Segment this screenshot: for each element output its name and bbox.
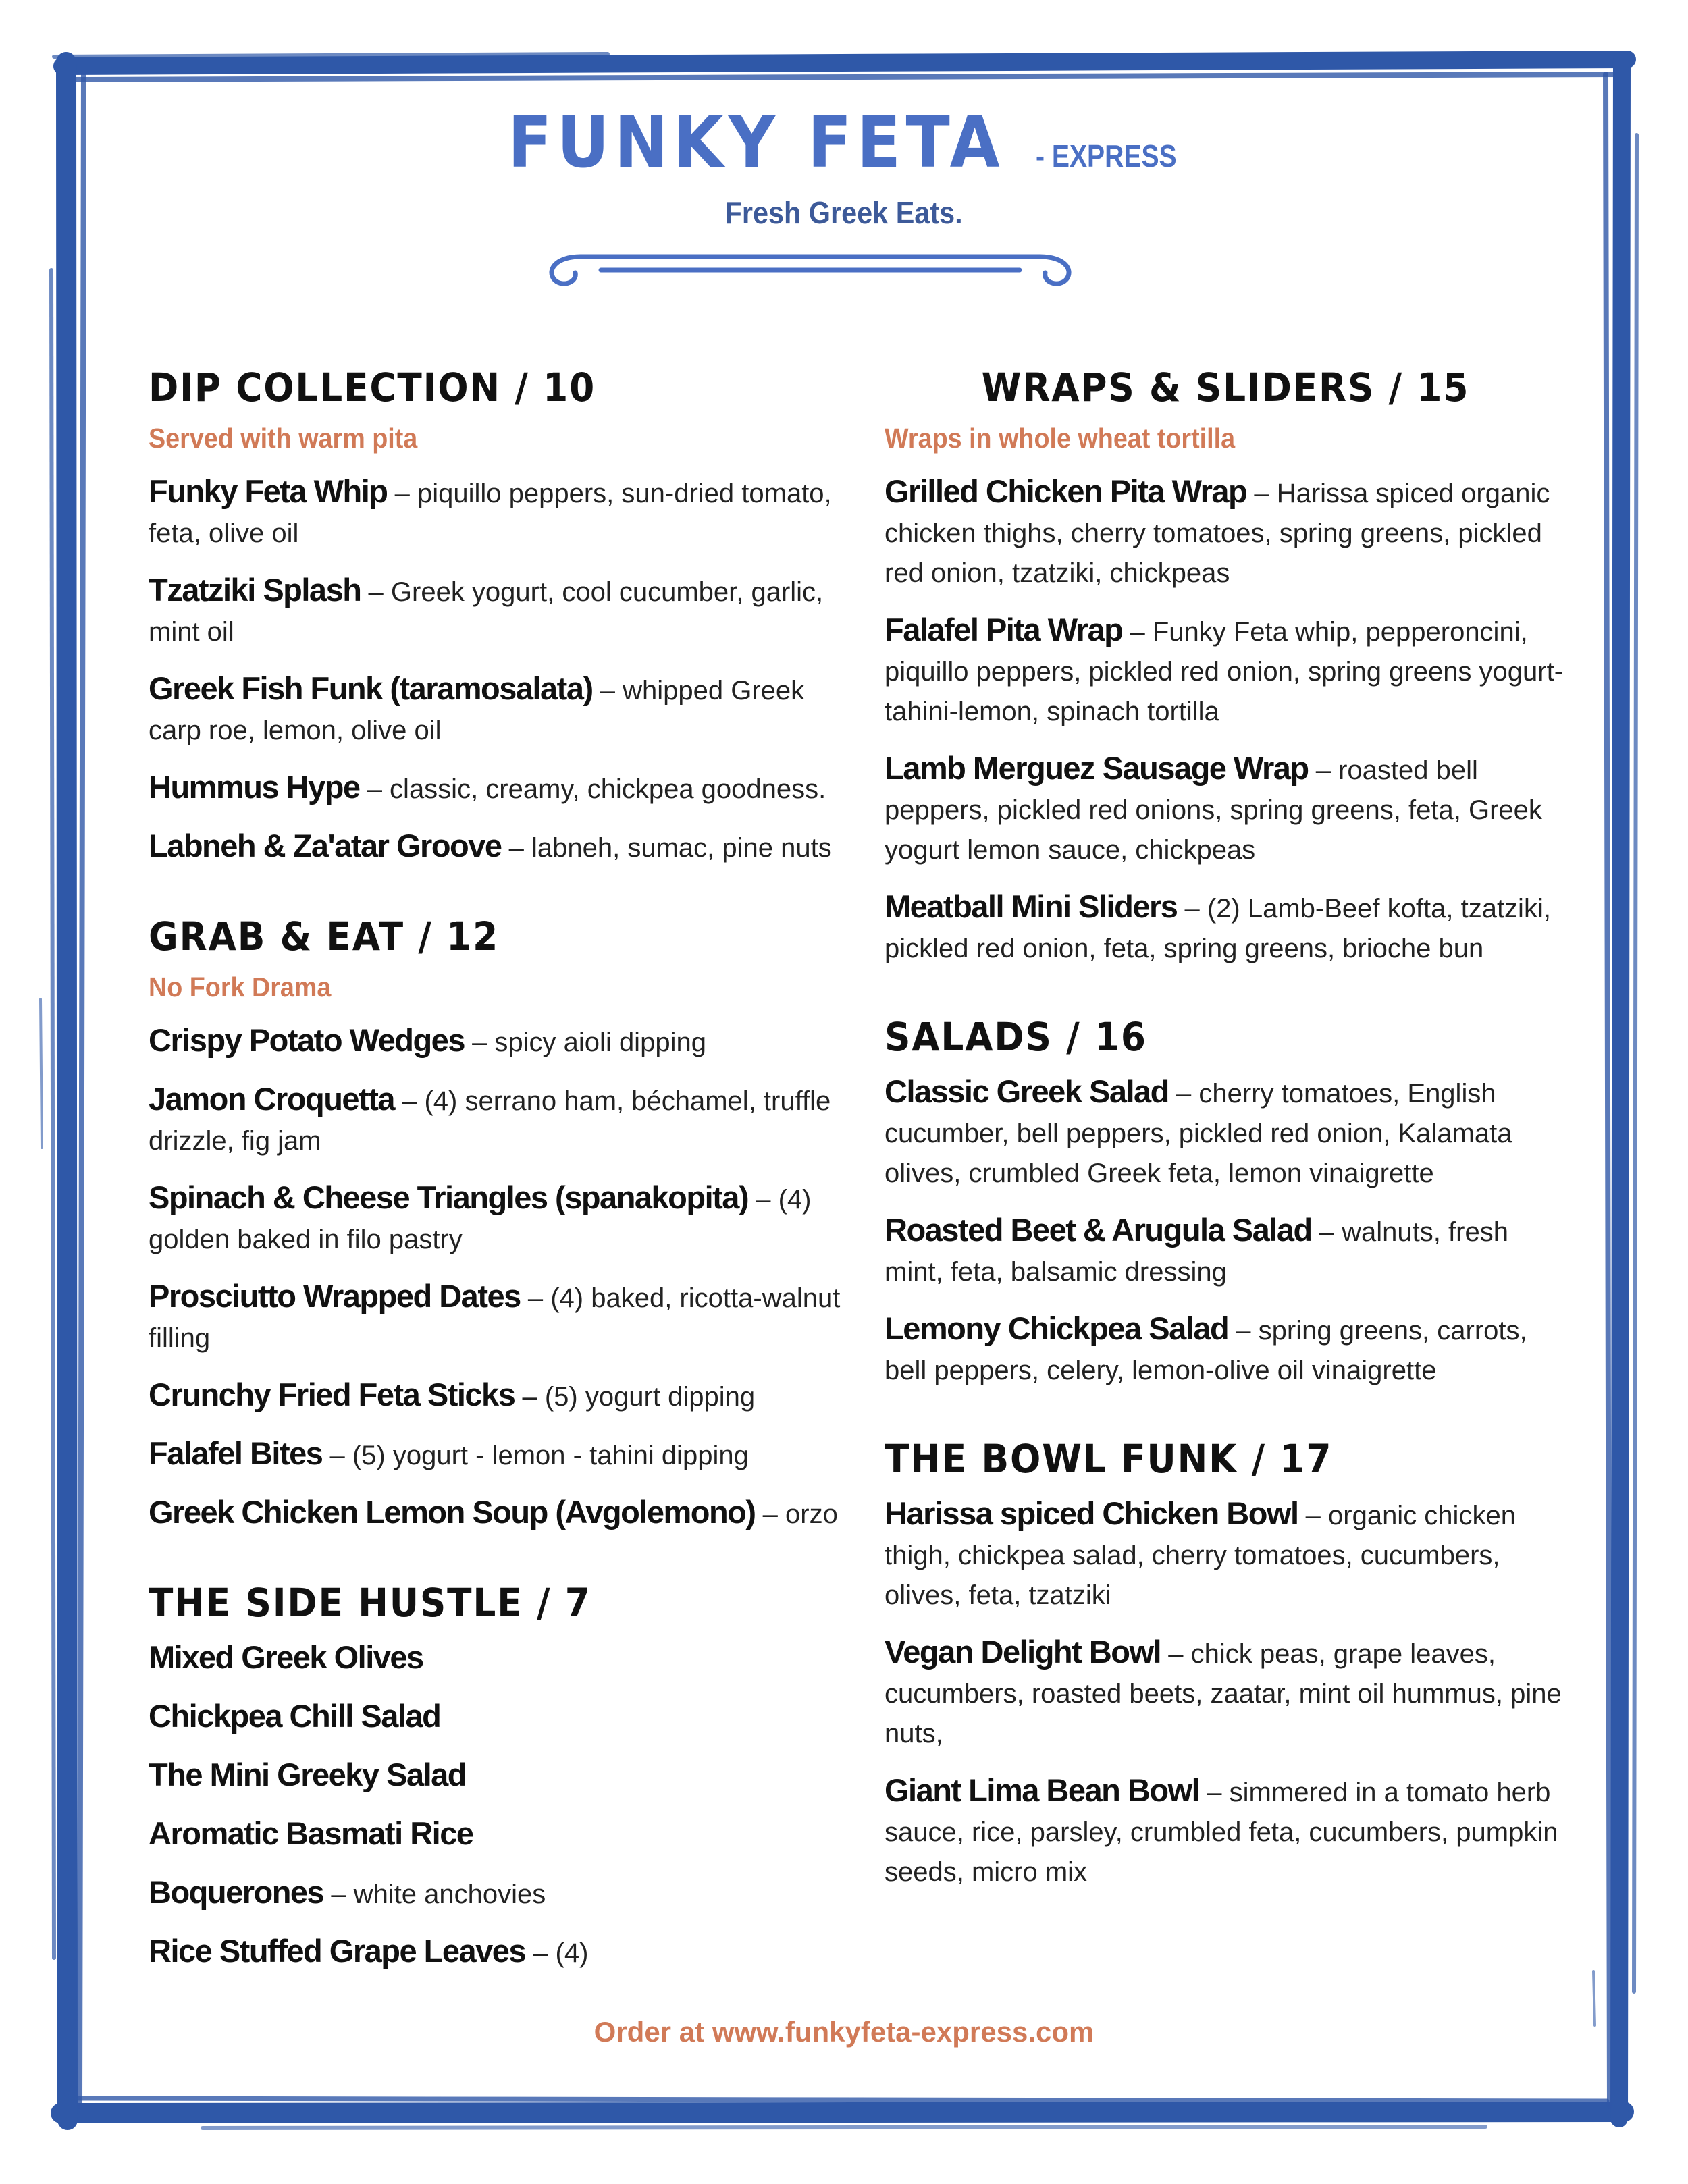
- menu-item-name: Prosciutto Wrapped Dates: [149, 1278, 521, 1314]
- menu-item-desc: – (4) serrano ham, béchamel, truffle drizzle, fig jam: [149, 1086, 831, 1156]
- menu-item: [149, 1638, 851, 1679]
- menu-item: [885, 472, 1566, 593]
- menu-item-name: Jamon Croquetta: [149, 1081, 394, 1117]
- menu-item-name: Falafel Bites: [149, 1435, 323, 1471]
- menu-item-desc: – cherry tomatoes, English cucumber, bell peppers, pickled red onion, Kalamata olives, crumbled Greek feta, lemon vinaigrette: [885, 1079, 1512, 1188]
- menu-item: [149, 1932, 851, 1973]
- menu-item-name: Hummus Hype: [149, 769, 360, 805]
- menu-item-desc: – (4) golden baked in filo pastry: [149, 1185, 812, 1254]
- menu-item-desc: – (4): [525, 1938, 589, 1968]
- menu-item: [149, 1178, 851, 1259]
- menu-item-desc: – spring greens, carrots, bell peppers, celery, lemon-olive oil vinaigrette: [885, 1316, 1527, 1385]
- menu-section: [885, 365, 1566, 968]
- section-subtitle: Wraps in whole wheat tortilla: [885, 423, 1236, 454]
- menu-item-name: Vegan Delight Bowl: [885, 1634, 1161, 1670]
- menu-column-left: [149, 365, 851, 2019]
- menu-item: [149, 768, 851, 809]
- menu-item-name: Classic Greek Salad: [885, 1073, 1169, 1109]
- menu-item-name: Labneh & Za'atar Groove: [149, 828, 502, 863]
- brand-tagline: Fresh Greek Eats.: [724, 195, 964, 230]
- menu-item-desc: – chick peas, grape leaves, cucumbers, roasted beets, zaatar, mint oil hummus, pine nuts,: [885, 1639, 1562, 1749]
- menu-item-desc: – classic, creamy, chickpea goodness.: [359, 774, 826, 804]
- menu-item: [149, 1755, 851, 1796]
- logo: [486, 101, 1202, 184]
- menu-item-name: Grilled Chicken Pita Wrap: [885, 473, 1247, 509]
- menu-item-name: Lamb Merguez Sausage Wrap: [885, 750, 1309, 786]
- menu-item: [885, 1072, 1566, 1193]
- menu-item-desc: – walnuts, fresh mint, feta, balsamic dressing: [885, 1217, 1508, 1287]
- menu-section: [149, 365, 851, 868]
- menu-item-name: Crispy Potato Wedges: [149, 1022, 465, 1058]
- menu-item-desc: – white anchovies: [323, 1880, 546, 1909]
- menu-item: [149, 1080, 851, 1161]
- menu-item-name: Boquerones: [149, 1874, 324, 1910]
- menu-item: [885, 610, 1566, 731]
- menu-section: [149, 913, 851, 1534]
- menu-item-name: The Mini Greeky Salad: [149, 1757, 467, 1792]
- menu-item: [885, 887, 1566, 968]
- section-subtitle: No Fork Drama: [149, 971, 332, 1003]
- section-title: THE BOWL FUNK / 17: [885, 1436, 1333, 1482]
- menu-item: [149, 1277, 851, 1358]
- menu-item: [885, 1771, 1566, 1892]
- menu-item-desc: – spicy aioli dipping: [464, 1028, 706, 1057]
- menu-item-name: Aromatic Basmati Rice: [149, 1815, 473, 1851]
- menu-item: [885, 1210, 1566, 1291]
- order-link[interactable]: Order at www.funkyfeta-express.com: [594, 2016, 1094, 2048]
- menu-item-desc: – labneh, sumac, pine nuts: [501, 833, 832, 863]
- menu-column-right: [885, 365, 1566, 1938]
- menu-item-desc: – Harissa spiced organic chicken thighs, cherry tomatoes, spring greens, pickled red onion, tzatziki, chickpeas: [885, 479, 1550, 588]
- section-subtitle: Served with warm pita: [149, 423, 418, 454]
- menu-item: [885, 749, 1566, 870]
- menu-item-desc: – (5) yogurt dipping: [515, 1382, 756, 1412]
- section-title: SALADS / 16: [885, 1014, 1147, 1060]
- menu-item-name: Funky Feta Whip: [149, 473, 388, 509]
- menu-section: [885, 1014, 1566, 1390]
- menu-item-name: Roasted Beet & Arugula Salad: [885, 1212, 1312, 1248]
- menu-item-name: Rice Stuffed Grape Leaves: [149, 1933, 526, 1969]
- flourish-divider-icon: [540, 242, 1080, 289]
- menu-item: [149, 1375, 851, 1416]
- brand-name: FUNKY FETA: [508, 101, 1005, 184]
- menu-item-desc: – piquillo peppers, sun-dried tomato, feta, olive oil: [149, 479, 832, 548]
- menu-item-name: Crunchy Fried Feta Sticks: [149, 1377, 515, 1412]
- menu-item: [149, 1493, 851, 1534]
- section-title: DIP COLLECTION / 10: [149, 365, 596, 410]
- menu-item-name: Falafel Pita Wrap: [885, 612, 1123, 647]
- menu-item-desc: – (4) baked, ricotta-walnut filling: [149, 1283, 841, 1353]
- menu-item-desc: – orzo: [755, 1499, 838, 1529]
- menu-item-desc: – (2) Lamb-Beef kofta, tzatziki, pickled red onion, feta, spring greens, brioche bun: [885, 894, 1551, 963]
- menu-item-desc: – organic chicken thigh, chickpea salad, cherry tomatoes, cucumbers, olives, feta, tzatziki: [885, 1501, 1516, 1610]
- menu-item-name: Mixed Greek Olives: [149, 1639, 423, 1675]
- menu-item: [149, 1814, 851, 1855]
- section-title: GRAB & EAT / 12: [149, 913, 500, 959]
- menu-item: [885, 1494, 1566, 1615]
- menu-item: [149, 570, 851, 651]
- menu-section: [149, 1580, 851, 1973]
- menu-item-name: Greek Fish Funk (taramosalata): [149, 670, 593, 706]
- menu-item-name: Harissa spiced Chicken Bowl: [885, 1495, 1298, 1531]
- menu-item-name: Meatball Mini Sliders: [885, 888, 1178, 924]
- menu-item-desc: – (5) yogurt - lemon - tahini dipping: [322, 1441, 749, 1470]
- menu-item: [885, 1309, 1566, 1390]
- menu-item-desc: – roasted bell peppers, pickled red onions, spring greens, feta, Greek yogurt lemon sauce, chickpeas: [885, 755, 1542, 865]
- menu-item: [149, 669, 851, 750]
- menu-item: [885, 1632, 1566, 1753]
- brand-suffix: - EXPRESS: [1036, 138, 1177, 174]
- menu-item: [149, 1021, 851, 1062]
- menu-item-desc: – simmered in a tomato herb sauce, rice, parsley, crumbled feta, cucumbers, pumpkin seeds, micro mix: [885, 1778, 1558, 1887]
- logo-block: [0, 101, 1688, 231]
- menu-item-name: Tzatziki Splash: [149, 572, 361, 608]
- menu-item-name: Greek Chicken Lemon Soup (Avgolemono): [149, 1494, 756, 1530]
- menu-section: [885, 1436, 1566, 1892]
- menu-item-name: Spinach & Cheese Triangles (spanakopita): [149, 1179, 749, 1215]
- menu-item: [149, 472, 851, 553]
- menu-item-name: Giant Lima Bean Bowl: [885, 1772, 1200, 1808]
- menu-item: [149, 1697, 851, 1738]
- menu-item: [149, 826, 851, 868]
- menu-item-name: Chickpea Chill Salad: [149, 1698, 441, 1734]
- menu-item-desc: – Funky Feta whip, pepperoncini, piquillo peppers, pickled red onion, spring greens yogurt-tahini-lemon, spinach tortilla: [885, 617, 1564, 726]
- section-title: WRAPS & SLIDERS / 15: [981, 365, 1470, 410]
- menu-item-desc: – Greek yogurt, cool cucumber, garlic, mint oil: [149, 577, 824, 647]
- section-title: THE SIDE HUSTLE / 7: [149, 1580, 591, 1626]
- menu-item: [149, 1873, 851, 1914]
- menu-item-desc: – whipped Greek carp roe, lemon, olive oil: [149, 676, 805, 745]
- menu-item: [149, 1434, 851, 1475]
- menu-item-name: Lemony Chickpea Salad: [885, 1310, 1229, 1346]
